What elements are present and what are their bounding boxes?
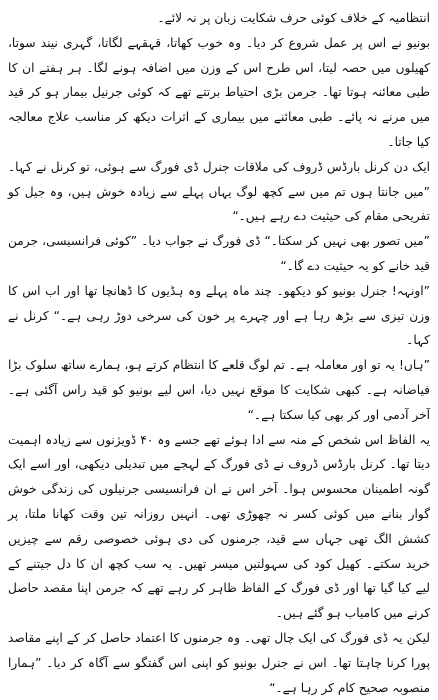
paragraph-7: یہ الفاظ اس شخص کے منہ سے ادا ہوئے تھے جسے وہ ۴۰ ڈویژنوں سے زیادہ اہمیت دیتا تھا۔ کرنل بارڈس ڈروف نے ڈی فورگ کے لہجے میں تبدیلی دیکھی، اور اسے ایک گونہ اطمینان محسوس ہوا۔ آخر اس نے ان فرانسیسی جرنیلوں کی زندگی خوش گوار بنانے میں کوئی کسر نہ چھوڑی تھی۔ انہیں روزانہ تین وقت کھانا ملتا، پر کشش الگ تھی جہاں سے قید، جرمنوں کی دی ہوئی خصوصی رقم سے چیزیں خرید سکتے۔ کھیل کود کی سہولتیں میسر تھیں۔ یہ سب کچھ ان کا دل جیتنے کے لیے کیا گیا تھا اور ڈی فورگ کے الفاظ ظاہر کر رہے تھے کہ جرمن اپنا مقصد حاصل کرنے میں کامیاب ہو گئے ہیں۔ [8,432,430,621]
paragraph-6: ”ہاں! یہ تو اور معاملہ ہے۔ تم لوگ قلعے کا انتظام کرتے ہو، ہمارے ساتھ سلوک بڑا فیاضانہ ہے۔ کبھی شکایت کا موقع نہیں دیا، اس لیے بونیو کو قید راس آگئی ہے۔ آخر آدمی اور کر بھی کیا سکتا ہے۔“ [8,358,430,422]
paragraph-5: ”اونہہ! جنرل بونیو کو دیکھو۔ چند ماہ پہلے وہ ہڈیوں کا ڈھانچا تھا اور اب اس کا وزن تیزی سے بڑھ رہا ہے اور چہرے پر خون کی سرخی دوڑ رہی ہے۔“ کرنل نے کہا۔ [8,283,430,348]
paragraph-3: ایک دن کرنل بارڈس ڈروف کی ملاقات جنرل ڈی فورگ سے ہوئی، تو کرنل نے کہا۔ ”میں جانتا ہوں تم میں سے کچھ لوگ یہاں پہلے سے زیادہ خوش ہیں، وہ جیل کو تفریحی مقام کی حیثیت دے رہے ہیں۔“ [8,159,430,224]
paragraph-1: انتظامیہ کے خلاف کوئی حرف شکایت زبان پر نہ لائے۔ [157,11,430,25]
paragraph-8: لیکن یہ ڈی فورگ کی ایک چال تھی۔ وہ جرمنوں کا اعتماد حاصل کر کے اپنے مقاصد پورا کرنا چاہتا تھا۔ اس نے جنرل بونیو کو اپنی اس گفتگو سے آگاہ کر دیا۔ ”ہمارا منصوبہ صحیح کام کر رہا ہے۔“ [8,630,430,695]
paragraph-2: بونیو نے اس پر عمل شروع کر دیا۔ وہ خوب کھاتا، قہقہے لگاتا، گہری نیند سوتا، کھیلوں میں حصہ لیتا، اس طرح اس کے وزن میں اضافہ ہونے لگا۔ ہر ہفتے ان کا طبی معائنہ ہوتا تھا۔ جرمن بڑی احتیاط برتتے تھے کہ کوئی جرنیل بیمار ہو کر قید میں مرنے نہ پائے۔ طبی معائنے میں بیماری کے اثرات دیکھ کر مناسب علاج معالجہ کیا جاتا۔ [8,35,430,149]
paragraph-4: ”میں تصور بھی نہیں کر سکتا۔“ ڈی فورگ نے جواب دیا۔ ”کوئی فرانسیسی، جرمن قید خانے کو یہ حیثیت دے گا۔“ [8,234,430,273]
